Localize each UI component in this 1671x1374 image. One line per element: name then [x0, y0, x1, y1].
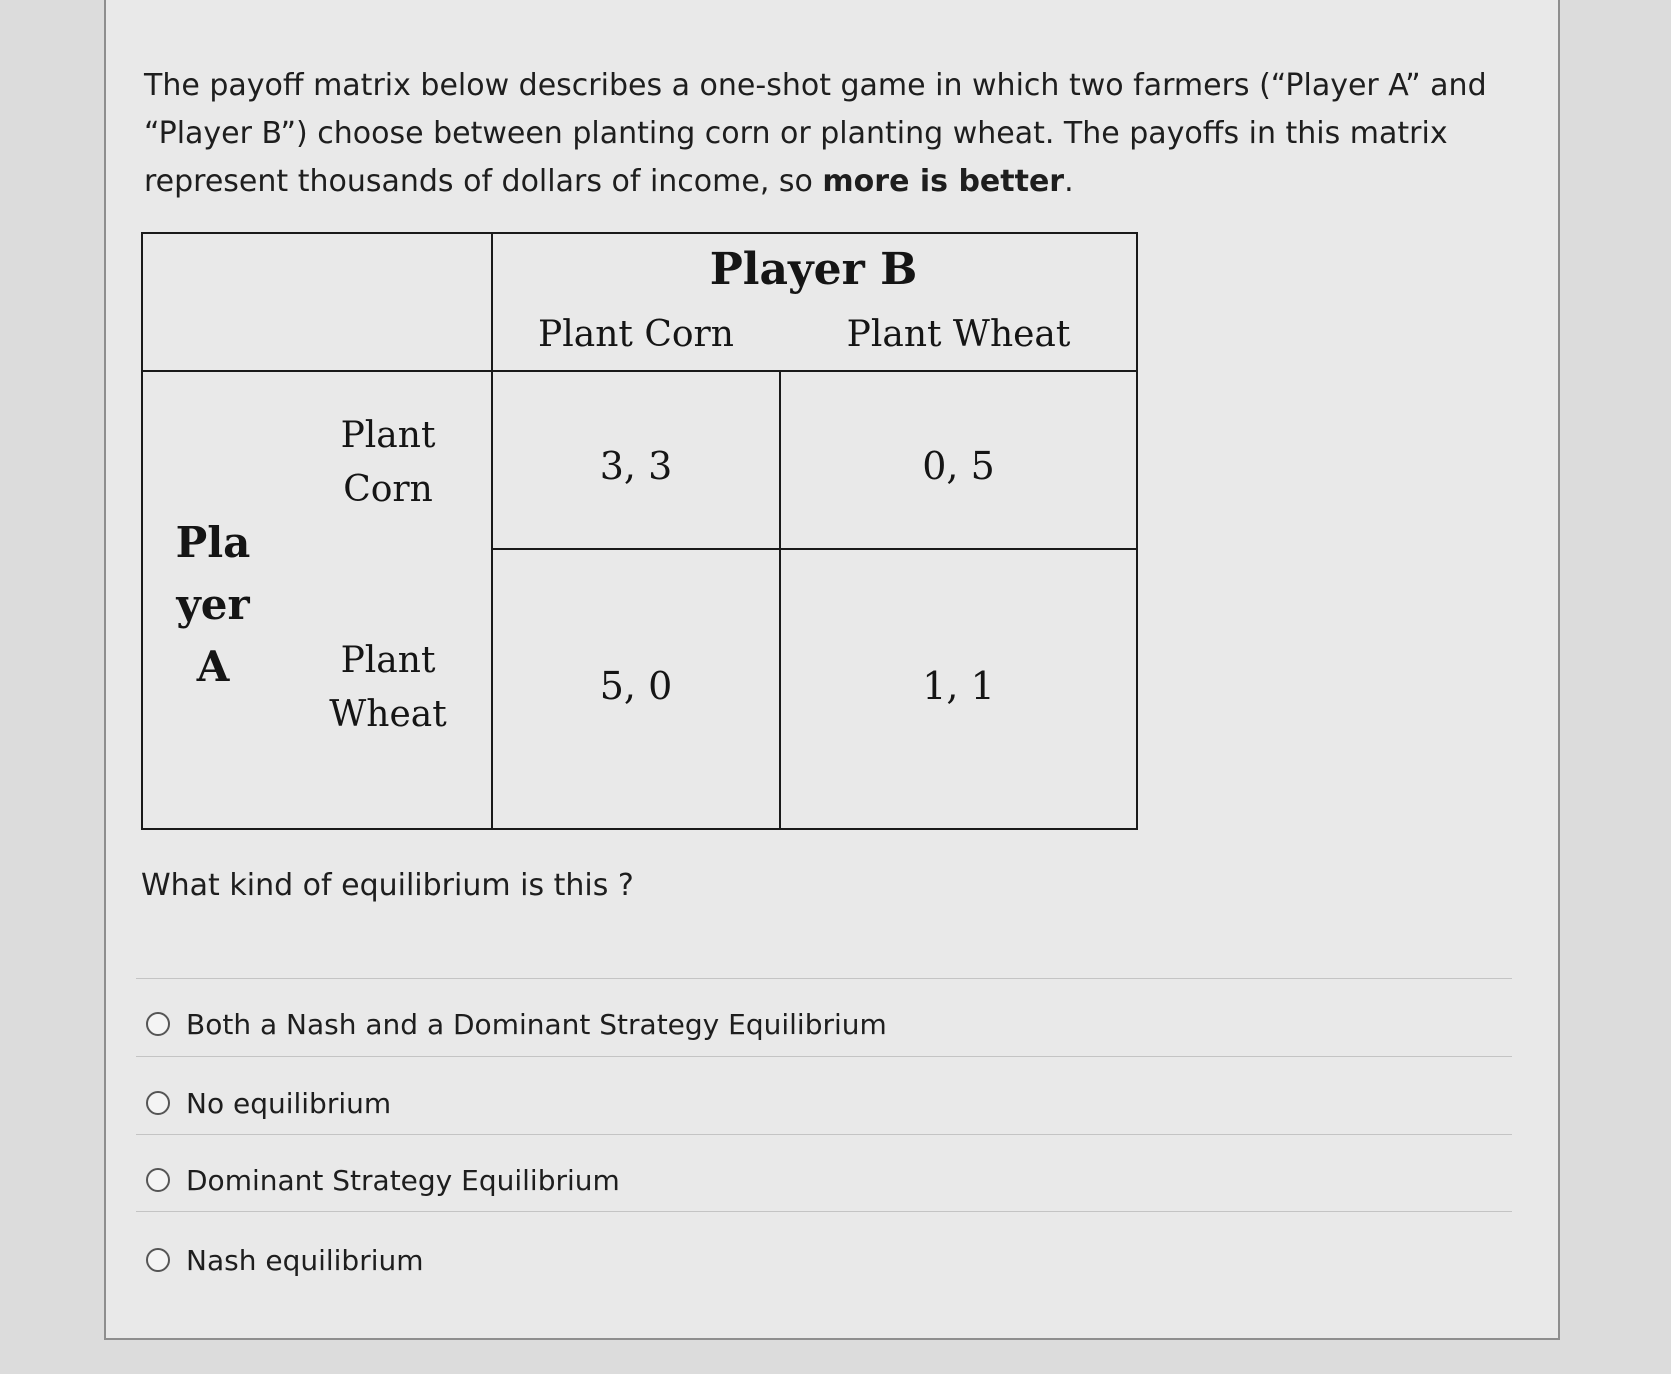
player-a-line: Pla [175, 518, 251, 567]
intro-text: The payoff matrix below describes a one-shot game in which two farmers (“Player A” and “Player B”) choose between planting corn or planting wheat. The payoffs in this matrix represent thousands of dollars of income, so [144, 68, 1487, 199]
question-intro [144, 62, 1504, 206]
player-a-header [163, 512, 263, 698]
option-label: Nash equilibrium [186, 1243, 424, 1277]
payoff-wheat-corn: 5, 0 [599, 664, 673, 708]
player-a-line: yer [176, 580, 250, 629]
row-header-line: Plant [340, 415, 436, 456]
radio-button[interactable] [146, 1012, 170, 1036]
option-dominant-strategy[interactable] [146, 1160, 620, 1200]
payoff-corn-wheat: 0, 5 [922, 444, 995, 488]
radio-button[interactable] [146, 1091, 170, 1115]
row-header-line: Plant [340, 640, 436, 681]
option-label: No equilibrium [186, 1086, 392, 1120]
divider [136, 1211, 1512, 1212]
question-text: What kind of equilibrium is this ? [141, 868, 634, 903]
row-header-plant-wheat [303, 634, 473, 742]
col-header-plant-corn: Plant Corn [538, 314, 734, 355]
player-b-header: Player B [709, 244, 918, 295]
payoff-matrix [141, 232, 1138, 830]
row-header-line: Corn [343, 469, 433, 510]
row-header-plant-corn [303, 409, 473, 517]
divider [136, 978, 1512, 979]
option-no-equilibrium[interactable] [146, 1083, 391, 1123]
radio-button[interactable] [146, 1168, 170, 1192]
option-both-nash-dominant[interactable] [146, 1004, 887, 1044]
col-header-plant-wheat: Plant Wheat [846, 314, 1071, 355]
intro-bold-text: more is better [822, 164, 1065, 199]
payoff-corn-corn: 3, 3 [599, 444, 673, 488]
divider [136, 1056, 1512, 1057]
row-header-line: Wheat [329, 694, 447, 735]
divider [136, 1134, 1512, 1135]
payoff-wheat-wheat: 1, 1 [922, 664, 995, 708]
radio-button[interactable] [146, 1248, 170, 1272]
player-a-line: A [196, 642, 230, 691]
option-nash-equilibrium[interactable] [146, 1240, 424, 1280]
option-label: Dominant Strategy Equilibrium [186, 1163, 620, 1197]
intro-text-end: . [1064, 164, 1074, 199]
option-label: Both a Nash and a Dominant Strategy Equilibrium [186, 1007, 887, 1041]
